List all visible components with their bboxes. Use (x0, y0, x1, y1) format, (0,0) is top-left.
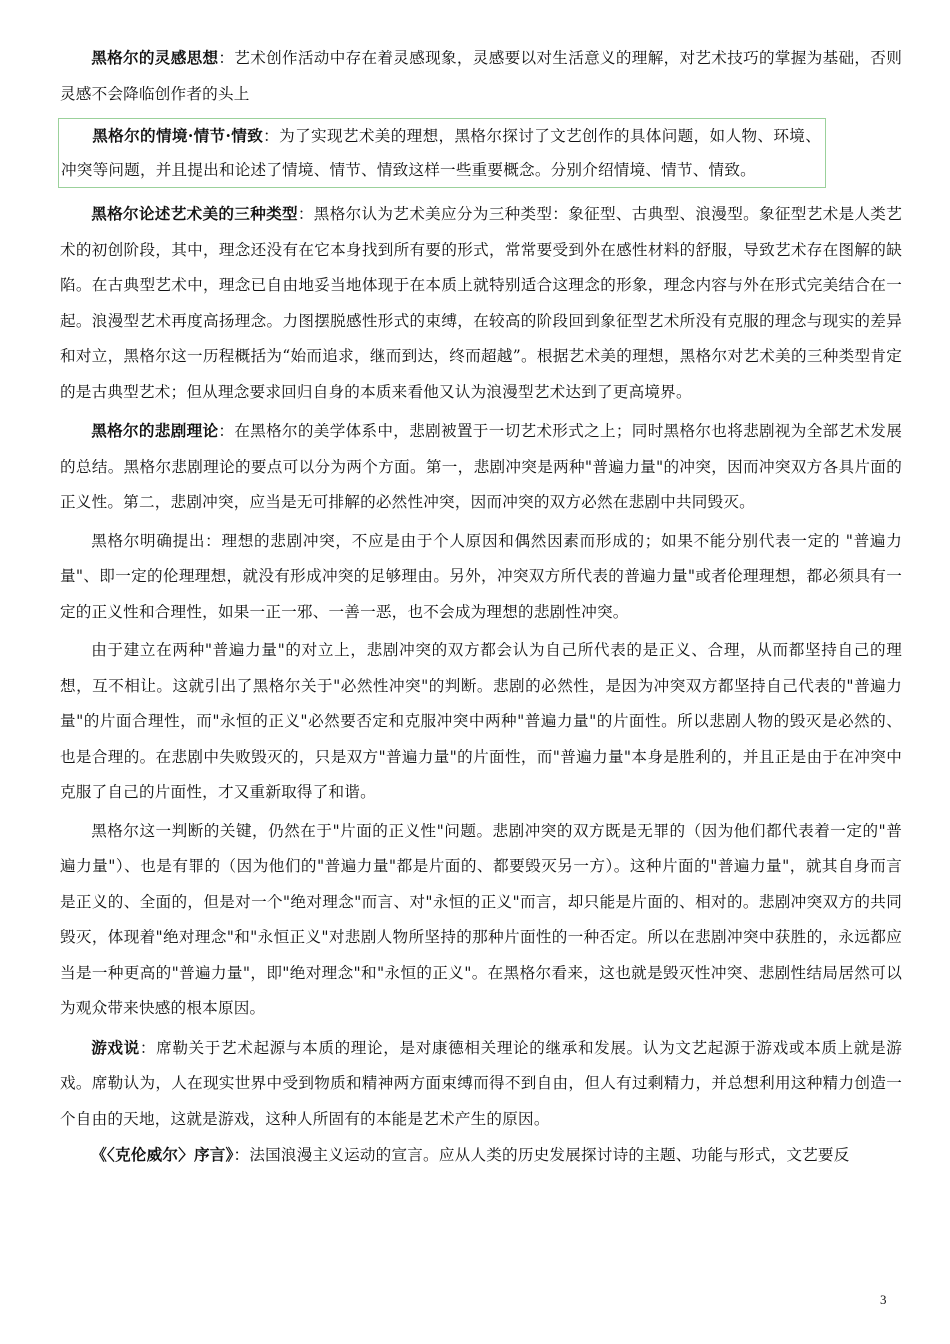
paragraph-body: 由于建立在两种"普遍力量"的对立上，悲剧冲突的双方都会认为自己所代表的是正义、合理，从而都坚持自己的理想，互不相让。这就引出了黑格尔关于"必然性冲突"的判断。悲剧的必然性，是因为冲突双方都坚持自己代表的"普遍力量"的片面合理性，而"永恒的正义"必然要否定和克服冲突中两种"普遍力量"的片面性。所以悲剧人物的毁灭是必然的、也是合理的。在悲剧中失败毁灭的，只是双方"普遍力量"的片面性，而"普遍力量"本身是胜利的，并且正是由于在冲突中克服了自己的片面性，才又重新取得了和谐。 (60, 641, 902, 801)
page-number: 3 (880, 1292, 887, 1307)
paragraph-title: 黑格尔的灵感思想 (91, 48, 219, 67)
paragraph-title: 游戏说 (91, 1037, 140, 1057)
paragraph-title: 黑格尔论述艺术美的三种类型 (91, 204, 298, 223)
paragraph-three-types: 黑格尔论述艺术美的三种类型：黑格尔认为艺术美应分为三种类型：象征型、古典型、浪漫型。象征型艺术是人类艺术的初创阶段，其中，理念还没有在它本身找到所有要的形式，常常要受到外在感性材料的舒服，导致艺术存在图解的缺陷。在古典型艺术中，理念已自由地妥当地体现于在本质上就特别适合这理念的形象，理念内容与外在形式完美结合在一起。浪漫型艺术再度高扬理念。力图摆脱感性形式的束缚，在较高的阶段回到象征型艺术所没有克服的理念与现实的差异和对立，黑格尔这一历程概括为“始而追求，继而到达，终而超越”。根据艺术美的理想，黑格尔对艺术美的三种类型肯定的是古典型艺术；但从理念要求回归自身的本质来看他又认为浪漫型艺术达到了更高境界。 (60, 204, 902, 401)
paragraph-situation-highlighted: 黑格尔的情境·情节·情致：为了实现艺术美的理想，黑格尔探讨了文艺创作的具体问题，如人物、环境、冲突等问题，并且提出和论述了情境、情节、情致这样一些重要概念。分别介绍情境、情节、情致。 (58, 118, 826, 188)
paragraph-body: 艺术创作活动中存在着灵感现象，灵感要以对生活意义的理解，对艺术技巧的掌握为基础，否则灵感不会降临创作者的头上 (60, 49, 902, 103)
paragraph-body: 席勒关于艺术起源与本质的理论，是对康德相关理论的继承和发展。认为文艺起源于游戏或本质上就是游戏。席勒认为，人在现实世界中受到物质和精神两方面束缚而得不到自由，但人有过剩精力，并总想利用这种精力创造一个自由的天地，这就是游戏，这种人所固有的本能是艺术产生的原因。 (60, 1038, 903, 1128)
paragraph-body: 在黑格尔的美学体系中，悲剧被置于一切艺术形式之上；同时黑格尔也将悲剧视为全部艺术发展的总结。黑格尔悲剧理论的要点可以分为两个方面。第一，悲剧冲突是两种"普遍力量"的冲突，因而冲突双方各具片面的正义性。第二，悲剧冲突，应当是无可排解的必然性冲突，因而冲突的双方必然在悲剧中共同毁灭。 (60, 422, 902, 511)
paragraph-title: 黑格尔的悲剧理论 (91, 421, 219, 440)
paragraph-body: 黑格尔明确提出：理想的悲剧冲突，不应是由于个人原因和偶然因素而形成的；如果不能分别代表一定的 "普遍力量"、即一定的伦理理想，就没有形成冲突的足够理由。另外，冲突双方所代表的普遍力量"或者伦理理想，都必须具有一定的正义性和合理性，如果一正一邪、一善一恶，也不会成为理想的悲剧性冲突。 (60, 531, 902, 621)
paragraph-tragedy-justice (60, 814, 902, 1027)
paragraph-tragedy-conflict (60, 524, 902, 631)
paragraph-title: 《〈克伦威尔〉序言》 (91, 1145, 234, 1164)
paragraph-body: 为了实现艺术美的理想，黑格尔探讨了文艺创作的具体问题，如人物、环境、冲突等问题，并且提出和论述了情境、情节、情致这样一些重要概念。分别介绍情境、情节、情致。 (61, 127, 822, 179)
paragraph-play-theory: 游戏说：席勒关于艺术起源与本质的理论，是对康德相关理论的继承和发展。认为文艺起源于游戏或本质上就是游戏。席勒认为，人在现实世界中受到物质和精神两方面束缚而得不到自由，但人有过剩精力，并总想利用这种精力创造一个自由的天地，这就是游戏，这种人所固有的本能是艺术产生的原因。 (60, 1037, 903, 1128)
paragraph-inspiration: 黑格尔的灵感思想：艺术创作活动中存在着灵感现象，灵感要以对生活意义的理解，对艺术技巧的掌握为基础，否则灵感不会降临创作者的头上 (60, 48, 902, 103)
paragraph-title: 黑格尔的情境·情节·情致 (92, 126, 264, 145)
paragraph-tragedy-theory: 黑格尔的悲剧理论：在黑格尔的美学体系中，悲剧被置于一切艺术形式之上；同时黑格尔也将悲剧视为全部艺术发展的总结。黑格尔悲剧理论的要点可以分为两个方面。第一，悲剧冲突是两种"普遍力量"的冲突，因而冲突双方各具片面的正义性。第二，悲剧冲突，应当是无可排解的必然性冲突，因而冲突的双方必然在悲剧中共同毁灭。 (60, 421, 902, 511)
paragraph-body: 黑格尔认为艺术美应分为三种类型：象征型、古典型、浪漫型。象征型艺术是人类艺术的初创阶段，其中，理念还没有在它本身找到所有要的形式，常常要受到外在感性材料的舒服，导致艺术存在图解的缺陷。在古典型艺术中，理念已自由地妥当地体现于在本质上就特别适合这理念的形象，理念内容与外在形式完美结合在一起。浪漫型艺术再度高扬理念。力图摆脱感性形式的束缚，在较高的阶段回到象征型艺术所没有克服的理念与现实的差异和对立，黑格尔这一历程概括为“始而追求，继而到达，终而超越”。根据艺术美的理想，黑格尔对艺术美的三种类型肯定的是古典型艺术；但从理念要求回归自身的本质来看他又认为浪漫型艺术达到了更高境界。 (60, 205, 902, 401)
paragraph-body: 黑格尔这一判断的关键，仍然在于"片面的正义性"问题。悲剧冲突的双方既是无罪的（因为他们都代表着一定的"普遍力量"）、也是有罪的（因为他们的"普遍力量"都是片面的、都要毁灭另一方）。这种片面的"普遍力量"，就其自身而言是正义的、全面的，但是对一个"绝对理念"而言、对"永恒的正义"而言，却只能是片面的、相对的。悲剧冲突双方的共同毁灭，体现着"绝对理念"和"永恒正义"对悲剧人物所坚持的那种片面性的一种否定。所以在悲剧冲突中获胜的，永远都应当是一种更高的"普遍力量"，即"绝对理念"和"永恒的正义"。在黑格尔看来，这也就是毁灭性冲突、悲剧性结局居然可以为观众带来快感的根本原因。 (60, 821, 902, 1017)
document-page (60, 40, 902, 1174)
paragraph-body: 法国浪漫主义运动的宣言。应从人类的历史发展探讨诗的主题、功能与形式，文艺要反 (249, 1146, 850, 1164)
paragraph-tragedy-necessity (60, 633, 902, 811)
paragraph-cromwell-preface: 《〈克伦威尔〉序言》：法国浪漫主义运动的宣言。应从人类的历史发展探讨诗的主题、功能与形式，文艺要反 (91, 1145, 850, 1164)
